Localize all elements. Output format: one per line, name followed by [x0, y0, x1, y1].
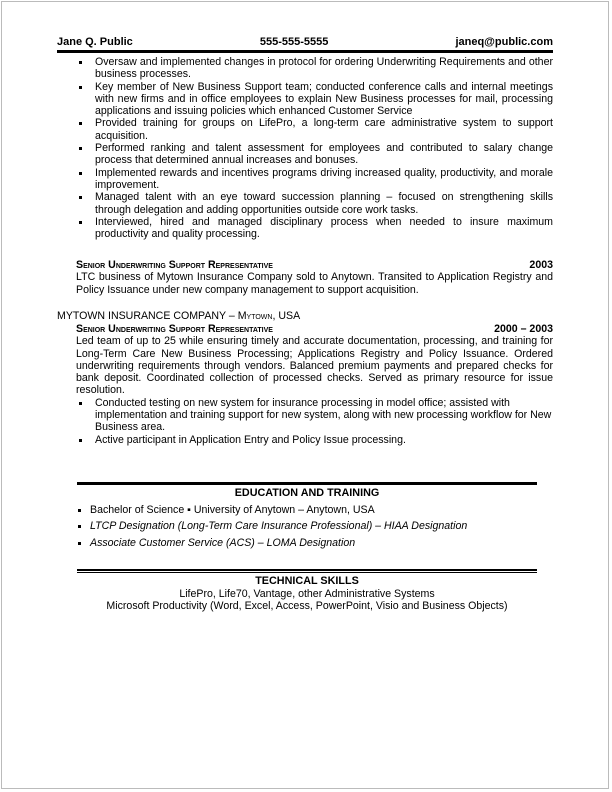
education-rule [77, 482, 537, 485]
list-item: LTCP Designation (Long-Term Care Insurance Professional) – HIAA Designation [77, 520, 547, 532]
role-description: Led team of up to 25 while ensuring timely and accurate documentation, processing, and training for Long-Term Care New Business Processing; Applications Registry and Policy Issuance. Ordered underwriting requirements through vendors. Balanced premium payments and prepared checks for bank deposit. Coordinated collection of processed checks. Served as primary resource for issue resolution. [76, 335, 553, 397]
list-item: Associate Customer Service (ACS) – LOMA Designation [77, 537, 547, 549]
role-title: Senior Underwriting Support Representative [76, 259, 273, 271]
role-dates: 2003 [529, 259, 553, 271]
header-rule [57, 50, 553, 53]
skills-line: LifePro, Life70, Vantage, other Administrative Systems [179, 588, 435, 600]
list-item: Bachelor of Science ▪ University of Anytown – Anytown, USA [77, 504, 547, 516]
top-bullet-list [76, 56, 553, 240]
header [57, 36, 553, 48]
list-item: Conducted testing on new system for insurance processing in model office; assisted with implementation and training support for new system, along with new processing workflow for New Business area. [76, 397, 553, 434]
phone: 555-555-5555 [259, 36, 329, 48]
email: janeq@public.com [455, 36, 553, 48]
company-heading: MYTOWN INSURANCE COMPANY – Mytown, USA [57, 310, 301, 322]
role-title: Senior Underwriting Support Representative [76, 323, 273, 335]
list-item: Performed ranking and talent assessment for employees and contributed to salary change process that determined annual increases and bonuses. [76, 142, 553, 167]
list-item: Interviewed, hired and managed disciplinary process when needed to insure maximum productivity and quality processing. [76, 216, 553, 241]
list-item: Oversaw and implemented changes in protocol for ordering Underwriting Requirements and other business processes. [76, 56, 553, 81]
education-heading: EDUCATION AND TRAINING [234, 487, 380, 499]
role-2 [76, 323, 553, 446]
role-description: LTC business of Mytown Insurance Company sold to Anytown. Transited to Application Registry and Policy Issuance under new company management to support acquisition. [76, 271, 553, 296]
skills-heading: TECHNICAL SKILLS [255, 575, 359, 587]
role-dates: 2000 – 2003 [494, 323, 553, 335]
list-item: Managed talent with an eye toward succession planning – focused on strengthening skills through delegation and adding opportunities outside core work tasks. [76, 191, 553, 216]
skills-rule [77, 569, 537, 573]
name: Jane Q. Public [57, 36, 133, 48]
list-item: Provided training for groups on LifePro, a long-term care administrative system to support acquisition. [76, 117, 553, 142]
skills-line: Microsoft Productivity (Word, Excel, Access, PowerPoint, Visio and Business Objects) [106, 600, 508, 613]
skills-list [57, 588, 557, 613]
role-1 [76, 259, 553, 296]
list-item: Active participant in Application Entry and Policy Issue processing. [76, 434, 553, 446]
list-item: Implemented rewards and incentives programs driving increased quality, productivity, and morale improvement. [76, 167, 553, 192]
education-list [77, 504, 547, 553]
list-item: Key member of New Business Support team; conducted conference calls and internal meetings with new firms and in office employees to explain New Business processes for mail, processing applications and issuing policies which enhanced Customer Service [76, 81, 553, 118]
